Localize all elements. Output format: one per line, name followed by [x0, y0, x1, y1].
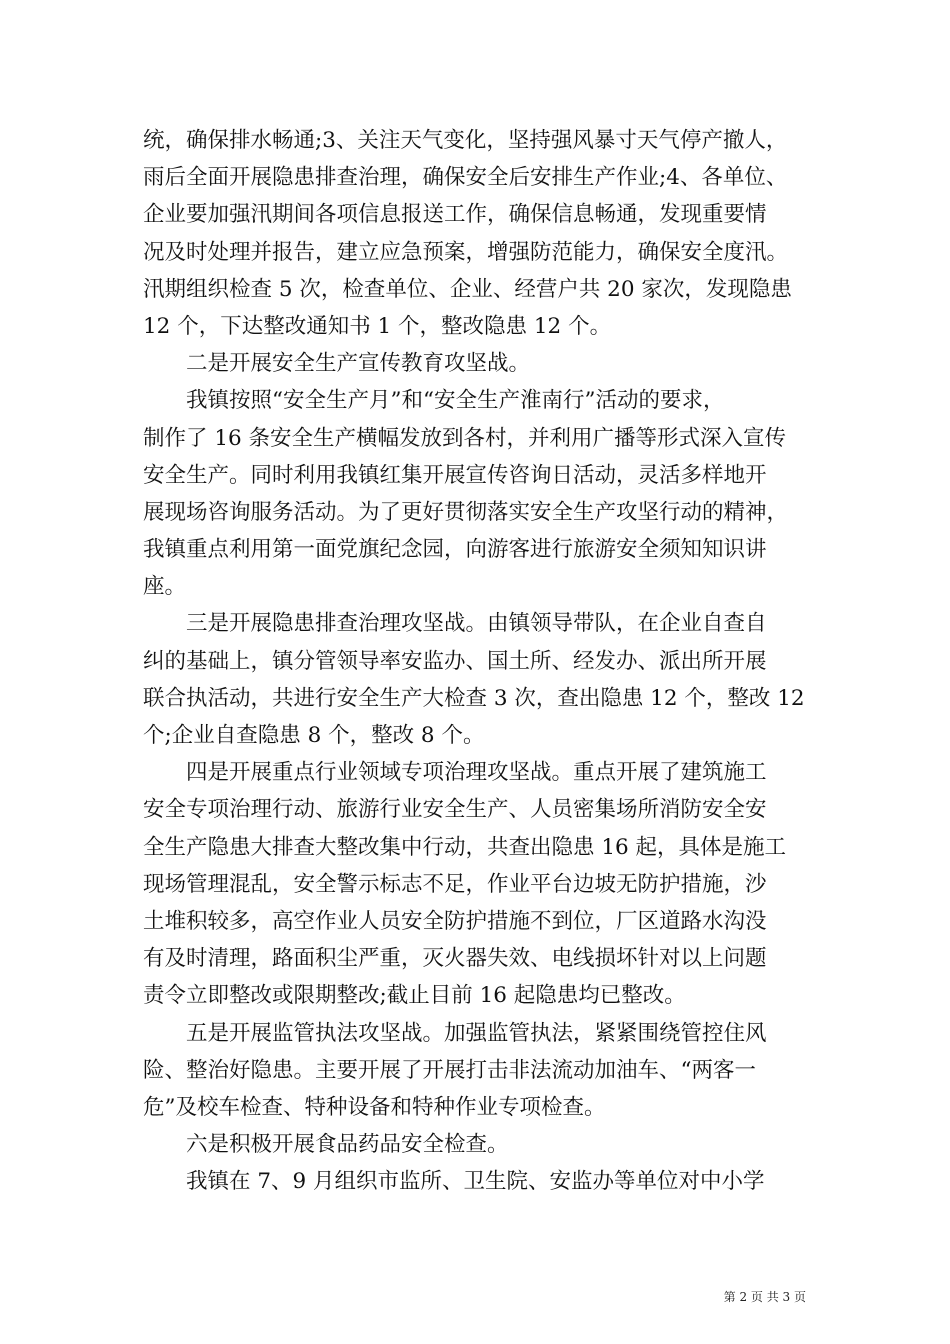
text-line: 联合执活动，共进行安全生产大检查 3 次，查出隐患 12 个，整改 12	[143, 685, 805, 711]
text-line: 有及时清理，路面积尘严重，灭火器失效、电线损坏针对以上问题	[143, 946, 767, 972]
document-body	[143, 122, 833, 1200]
section-heading: 六是积极开展食品药品安全检查。	[186, 1132, 509, 1158]
text-line: 险、整治好隐患。主要开展了开展打击非法流动加油车、“两客一	[143, 1057, 756, 1083]
text-line: 雨后全面开展隐患排查治理，确保安全后安排生产作业;4、各单位、	[143, 165, 788, 191]
section-heading: 三是开展隐患排查治理攻坚战。由镇领导带队，在企业自查自	[186, 611, 767, 637]
paragraph-start: 我镇在 7、9 月组织市监所、卫生院、安监办等单位对中小学	[186, 1169, 765, 1195]
text-line: 危”及校车检查、特种设备和特种作业专项检查。	[143, 1094, 606, 1120]
page-number-footer: 第 2 页 共 3 页	[723, 1290, 806, 1304]
text-line: 土堆积较多，高空作业人员安全防护措施不到位，厂区道路水沟没	[143, 908, 767, 934]
text-line: 纠的基础上，镇分管领导率安监办、国土所、经发办、派出所开展	[143, 648, 767, 674]
section-heading: 五是开展监管执法攻坚战。加强监管执法，紧紧围绕管控住风	[186, 1020, 767, 1046]
text-line: 制作了 16 条安全生产横幅发放到各村，并利用广播等形式深入宣传	[143, 425, 787, 451]
text-line: 企业要加强汛期间各项信息报送工作，确保信息畅通，发现重要情	[143, 202, 767, 228]
text-line: 汛期组织检查 5 次，检查单位、企业、经营户共 20 家次，发现隐患	[143, 276, 792, 302]
section-heading: 四是开展重点行业领域专项治理攻坚战。重点开展了建筑施工	[186, 760, 767, 786]
text-line: 全生产隐患大排查大整改集中行动，共查出隐患 16 起，具体是施工	[143, 834, 787, 860]
text-line: 责令立即整改或限期整改;截止目前 16 起隐患均已整改。	[143, 983, 686, 1009]
text-line: 安全生产。同时利用我镇红集开展宣传咨询日活动，灵活多样地开	[143, 462, 767, 488]
paragraph-start: 我镇按照“安全生产月”和“安全生产淮南行”活动的要求，	[186, 388, 725, 414]
text-line: 现场管理混乱，安全警示标志不足，作业平台边坡无防护措施，沙	[143, 871, 767, 897]
text-line: 12 个，下达整改通知书 1 个，整改隐患 12 个。	[143, 313, 612, 339]
text-line: 统，确保排水畅通;3、关注天气变化，坚持强风暴寸天气停产撤人，	[143, 128, 788, 153]
text-line: 个;企业自查隐患 8 个，整改 8 个。	[143, 723, 485, 748]
text-line: 安全专项治理行动、旅游行业安全生产、人员密集场所消防安全安	[143, 797, 767, 823]
section-heading: 二是开展安全生产宣传教育攻坚战。	[186, 351, 531, 377]
text-line: 我镇重点利用第一面党旗纪念园，向游客进行旅游安全须知知识讲	[143, 537, 767, 563]
text-line: 况及时处理并报告，建立应急预案，增强防范能力，确保安全度汛。	[143, 239, 789, 265]
text-line: 展现场咨询服务活动。为了更好贯彻落实安全生产攻坚行动的精神，	[143, 499, 789, 525]
text-line: 座。	[143, 574, 187, 600]
